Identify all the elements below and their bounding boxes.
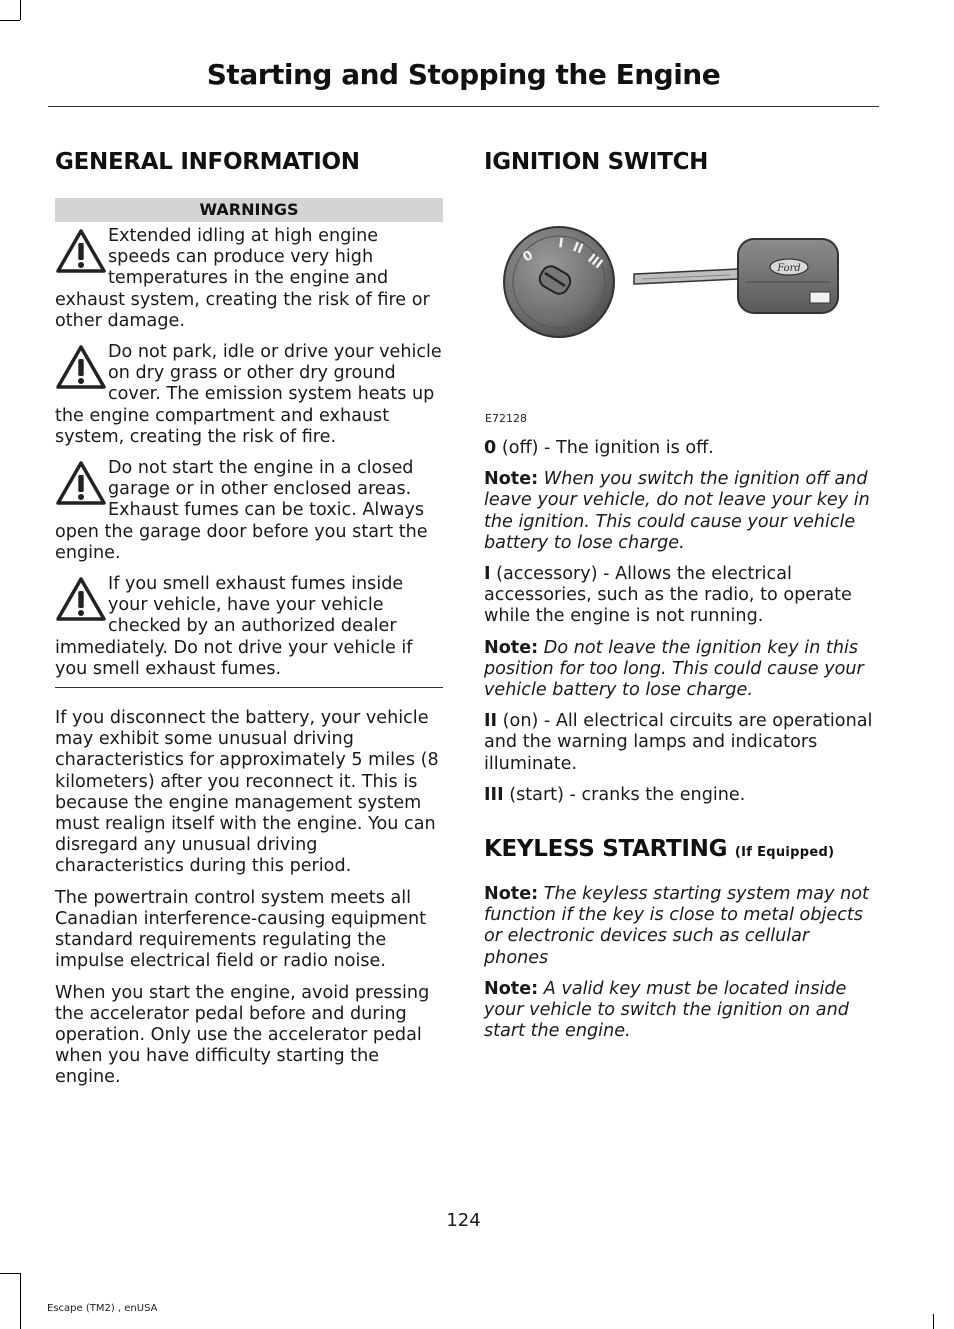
crop-mark <box>20 0 21 20</box>
note-label: Note: <box>484 978 539 999</box>
figure-label: E72128 <box>485 412 527 425</box>
position-text: (accessory) - Allows the electrical accessories, such as the radio, to operate while the engine is not running. <box>484 564 852 627</box>
warning-text: If you smell exhaust fumes inside your vehicle, have your vehicle checked by an authorized dealer immediately. Do not drive your vehicle if you smell exhaust fumes. <box>55 574 413 679</box>
warning-triangle-icon <box>55 228 107 274</box>
crop-mark <box>0 20 20 21</box>
position-key: I <box>484 564 491 585</box>
note-label: Note: <box>484 637 539 658</box>
note <box>484 638 876 702</box>
left-column <box>55 140 443 1089</box>
warning-block <box>55 226 443 332</box>
note <box>484 469 876 554</box>
paragraph: The powertrain control system meets all Canadian interference-causing equipment standard requirements regulating the impulse electrical field or radio noise. <box>55 887 427 972</box>
note-text: When you switch the ignition off and leave your vehicle, do not leave your key in the ignition. This could cause your vehicle battery to lose charge. <box>484 469 870 553</box>
dial-position-iii: III <box>584 251 606 273</box>
warning-triangle-icon <box>55 460 107 506</box>
paragraph: When you start the engine, avoid pressing the accelerator pedal before and during operation. Only use the accelerator pedal when you have difficulty starting the engine. <box>55 982 430 1088</box>
note-label: Note: <box>484 884 539 905</box>
warning-block <box>55 574 443 680</box>
warning-text: Do not start the engine in a closed garage or in other enclosed areas. Exhaust fumes can be toxic. Always open the garage door before you start the engine. <box>55 458 428 563</box>
keyless-qualifier: (If Equipped) <box>734 845 835 861</box>
ignition-position-accessory <box>484 564 876 628</box>
page-number: 124 <box>446 1210 481 1231</box>
general-information-heading: GENERAL INFORMATION <box>55 149 360 175</box>
ignition-switch-heading: IGNITION SWITCH <box>484 149 709 175</box>
footer-text: Escape (TM2) , enUSA <box>47 1303 158 1314</box>
position-text: (on) - All electrical circuits are operational and the warning lamps and indicators illuminate. <box>484 711 873 774</box>
note <box>484 884 876 969</box>
crop-mark <box>933 1314 934 1329</box>
keyless-starting-heading <box>484 836 876 862</box>
note-label: Note: <box>484 469 539 490</box>
ford-logo-text: Ford <box>777 263 801 274</box>
position-key: II <box>484 711 498 732</box>
ignition-position-start <box>484 785 876 806</box>
note-text: The keyless starting system may not function if the key is close to metal objects or electronic devices such as cellular phones <box>484 884 869 968</box>
warnings-label: WARNINGS <box>55 198 443 222</box>
ignition-position-off <box>484 438 876 459</box>
key-fob <box>738 239 838 313</box>
position-key: 0 <box>484 438 497 458</box>
right-column <box>484 140 876 1042</box>
title-rule <box>48 106 879 107</box>
position-text: (start) - cranks the engine. <box>503 784 746 805</box>
ignition-position-on <box>484 711 876 775</box>
crop-mark <box>20 1273 21 1329</box>
dial-position-ii: II <box>570 239 586 258</box>
position-text: (off) - The ignition is off. <box>496 438 714 458</box>
dial-position-0: 0 <box>520 247 536 266</box>
dial-position-i: I <box>557 236 565 252</box>
warning-triangle-icon <box>55 576 107 622</box>
crop-mark <box>0 1273 20 1274</box>
warning-block <box>55 342 443 448</box>
warnings-end-rule <box>55 687 443 688</box>
note <box>484 979 876 1043</box>
warning-block <box>55 458 443 564</box>
ignition-figure <box>484 222 876 425</box>
note-text: Do not leave the ignition key in this position for too long. This could cause your vehicle battery to lose charge. <box>484 637 864 701</box>
keyless-heading-text: KEYLESS STARTING <box>484 836 728 863</box>
warning-triangle-icon <box>55 344 107 390</box>
page-title: Starting and Stopping the Engine <box>206 58 721 91</box>
warning-text: Extended idling at high engine speeds can produce very high temperatures in the engine and exhaust system, creating the risk of fire or other damage. <box>55 226 430 331</box>
note-text: A valid key must be located inside your vehicle to switch the ignition on and start the engine. <box>484 978 849 1042</box>
warning-text: Do not park, idle or drive your vehicle on dry grass or other dry ground cover. The emission system heats up the engine compartment and exhaust system, creating the risk of fire. <box>55 342 442 447</box>
ignition-key-illustration <box>502 222 842 342</box>
position-key: III <box>484 784 504 805</box>
paragraph: If you disconnect the battery, your vehicle may exhibit some unusual driving characteristics for approximately 5 miles (8 kilometers) after you reconnect it. This is because the engine management system must realign itself with the engine. You can disregard any unusual driving characteristics during this period. <box>55 708 439 877</box>
